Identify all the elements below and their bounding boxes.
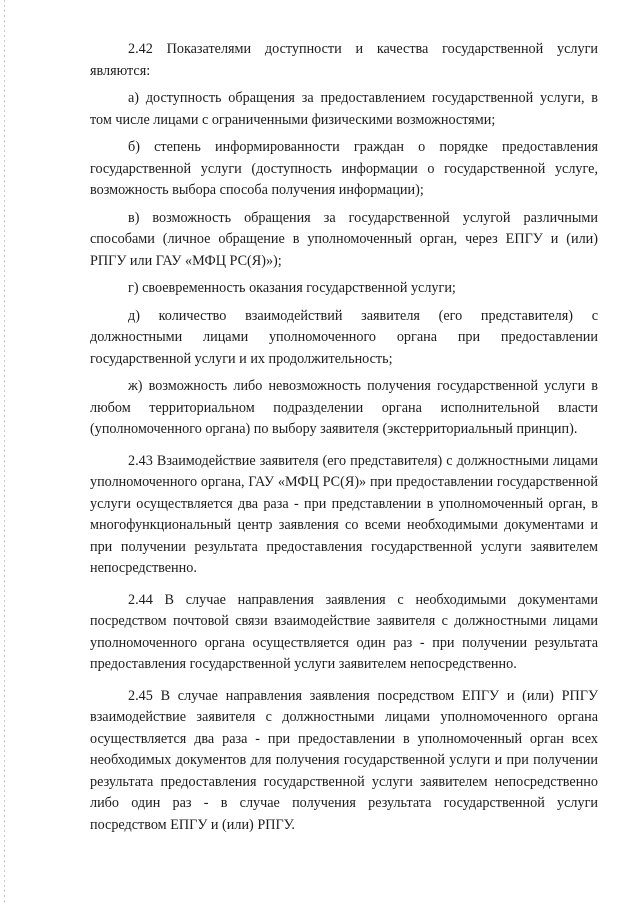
paragraph-2-42: 2.42 Показателями доступности и качества государственной услуги являются: <box>90 41 598 79</box>
paragraph-2-44: 2.44 В случае направления заявления с необходимыми документами посредством почтовой связи взаимодействие заявителя с должностными лицами уполномоченного органа осуществляется один раз - при получении результата предоставления государственной услуги заявителем непосредственно. <box>90 591 598 672</box>
paragraph-item-g: г) своевременность оказания государственной услуги; <box>128 280 456 296</box>
paragraph-item-zh: ж) возможность либо невозможность получения государственной услуги в любом территориальном подразделении органа исполнительной власти (уполномоченного органа) по выбору заявителя (экстерриториальный принцип). <box>90 378 598 437</box>
paragraph-item-v: в) возможность обращения за государственной услугой различными способами (личное обращение в уполномоченный орган, через ЕПГУ и (или) РПГУ или ГАУ «МФЦ РС(Я)»); <box>90 209 598 269</box>
paragraph-2-45: 2.45 В случае направления заявления посредством ЕПГУ и (или) РПГУ взаимодействие заявителя с должностными лицами уполномоченного органа осуществляется два раза - при предоставлении в уполномоченный орган всех необходимых документов для получения государственной услуги и при получении результата предоставления государственной услуги заявителем непосредственно либо один раз - в случае получения результата государственной услуги посредством ЕПГУ и (или) РПГУ. <box>90 687 598 833</box>
scan-edge-line <box>4 0 5 905</box>
paragraph-item-b: б) степень информированности граждан о порядке предоставления государственной услуги (доступность информации о государственной услуге, возможность выбора способа получения информации); <box>90 139 598 198</box>
paragraph-item-d: д) количество взаимодействий заявителя (его представителя) с должностными лицами уполномоченного органа при предоставлении государственной услуги и их продолжительность; <box>90 307 598 367</box>
document-page <box>90 39 598 842</box>
paragraph-2-43: 2.43 Взаимодействие заявителя (его представителя) с должностными лицами уполномоченного органа, ГАУ «МФЦ РС(Я)» при предоставлении государственной услуги осуществляется два раза - при представлении в уполномоченный орган, в многофункциональный центр заявления со всеми необходимыми документами и при получении результата предоставления государственной услуги заявителем непосредственно. <box>90 452 598 576</box>
paragraph-item-a: а) доступность обращения за предоставлением государственной услуги, в том числе лицами с ограниченными физическими возможностями; <box>90 90 598 128</box>
